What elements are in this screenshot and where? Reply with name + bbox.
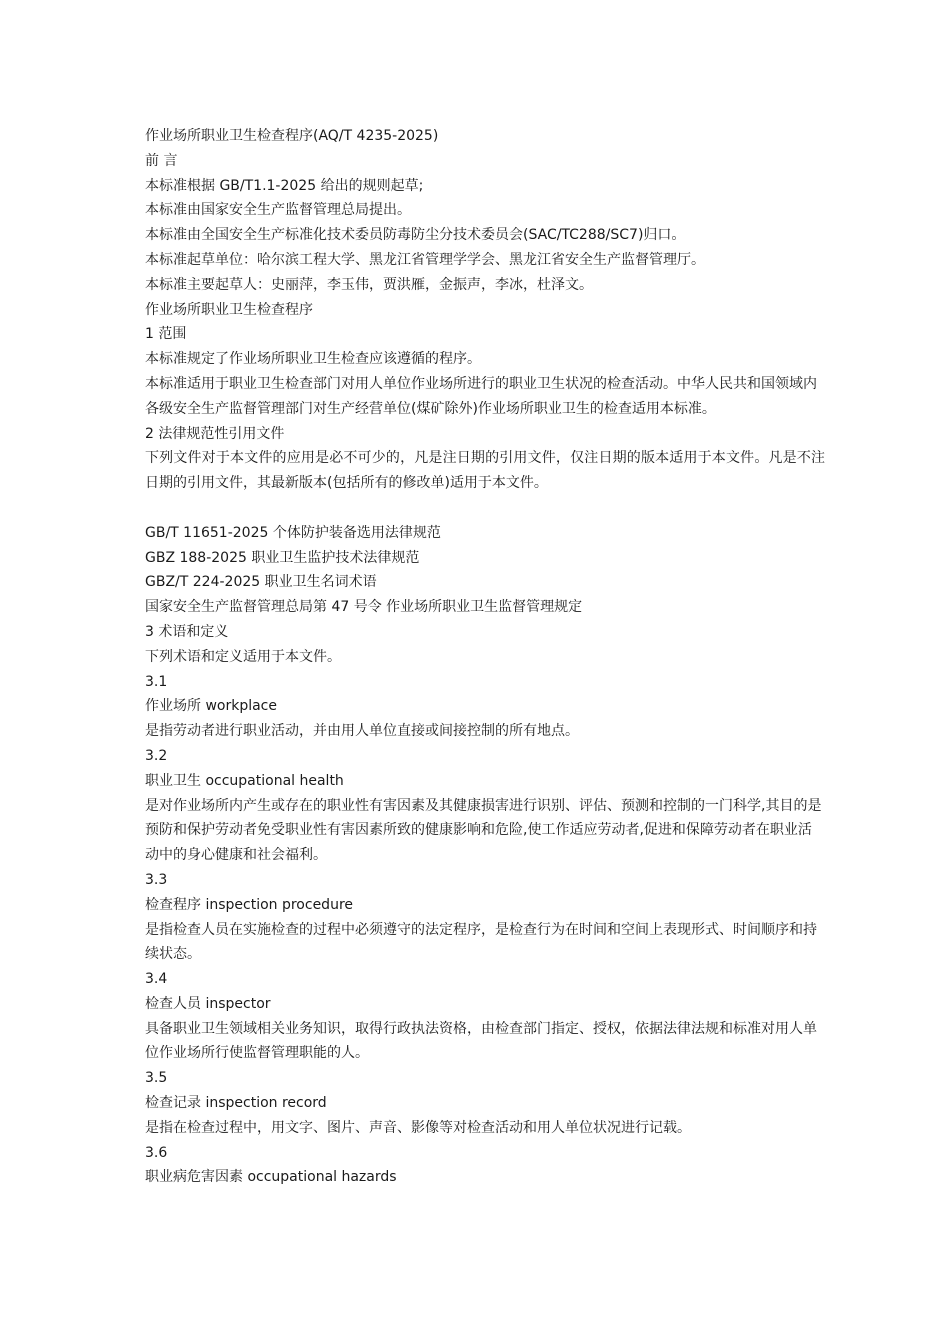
scope-line-1: 本标准规定了作业场所职业卫生检查应该遵循的程序。	[145, 351, 481, 368]
terms-intro: 下列术语和定义适用于本文件。	[145, 648, 341, 665]
document-title: 作业场所职业卫生检查程序(AQ/T 4235-2025)	[145, 128, 439, 144]
ref-item-2: GBZ 188-2025 职业卫生监护技术法律规范	[145, 549, 420, 566]
term-definition: 是指在检查过程中，用文字、图片、声音、影像等对检查活动和用人单位状况进行记载。	[145, 1119, 691, 1136]
section-title: 作业场所职业卫生检查程序	[145, 301, 313, 318]
term-number: 3.3	[145, 871, 168, 888]
terms-heading: 3 术语和定义	[145, 623, 229, 640]
term-definition: 是对作业场所内产生或存在的职业性有害因素及其健康损害进行识别、评估、预测和控制的一门科学,其目的是预防和保护劳动者免受职业性有害因素所致的健康影响和危险,使工作适应劳动者,促进和保障劳动者在职业活动中的身心健康和社会福利。	[145, 797, 822, 864]
term-name: 检查记录 inspection record	[145, 1095, 327, 1112]
foreword-line-5: 本标准主要起草人：史丽萍，李玉伟，贾洪雁，金振声，李冰，杜泽文。	[145, 276, 593, 293]
term-number: 3.4	[145, 971, 168, 988]
foreword-line-1: 本标准根据 GB/T1.1-2025 给出的规则起草;	[145, 177, 424, 194]
scope-heading: 1 范围	[145, 326, 187, 343]
foreword-line-4: 本标准起草单位：哈尔滨工程大学、黑龙江省管理学学会、黑龙江省安全生产监督管理厅。	[145, 251, 705, 268]
term-name: 检查人员 inspector	[145, 995, 271, 1012]
scope-paragraph: 本标准适用于职业卫生检查部门对用人单位作业场所进行的职业卫生状况的检查活动。中华人民共和国领域内各级安全生产监督管理部门对生产经营单位(煤矿除外)作业场所职业卫生的检查适用本标准。	[145, 375, 817, 417]
term-number: 3.6	[145, 1144, 168, 1161]
term-name: 职业卫生 occupational health	[145, 772, 344, 789]
foreword-line-2: 本标准由国家安全生产监督管理总局提出。	[145, 202, 411, 219]
refs-paragraph: 下列文件对于本文件的应用是必不可少的，凡是注日期的引用文件，仅注日期的版本适用于本文件。凡是不注日期的引用文件，其最新版本(包括所有的修改单)适用于本文件。	[145, 450, 825, 492]
refs-heading: 2 法律规范性引用文件	[145, 425, 285, 442]
ref-item-4: 国家安全生产监督管理总局第 47 号令 作业场所职业卫生监督管理规定	[145, 599, 583, 616]
document-body	[145, 124, 825, 1190]
term-definition: 是指检查人员在实施检查的过程中必须遵守的法定程序，是检查行为在时间和空间上表现形式、时间顺序和持续状态。	[145, 921, 817, 963]
term-name: 检查程序 inspection procedure	[145, 896, 354, 913]
term-name: 职业病危害因素 occupational hazards	[145, 1169, 397, 1186]
term-definition: 是指劳动者进行职业活动，并由用人单位直接或间接控制的所有地点。	[145, 723, 579, 740]
term-definition: 具备职业卫生领域相关业务知识，取得行政执法资格，由检查部门指定、授权，依据法律法规和标准对用人单位作业场所行使监督管理职能的人。	[145, 1020, 817, 1062]
ref-item-3: GBZ/T 224-2025 职业卫生名词术语	[145, 574, 377, 591]
term-number: 3.1	[145, 673, 168, 690]
ref-item-1: GB/T 11651-2025 个体防护装备选用法律规范	[145, 524, 441, 541]
term-number: 3.2	[145, 747, 168, 764]
spacer	[145, 496, 825, 521]
term-name: 作业场所 workplace	[145, 698, 277, 715]
term-number: 3.5	[145, 1070, 168, 1087]
foreword-line-3: 本标准由全国安全生产标准化技术委员防毒防尘分技术委员会(SAC/TC288/SC7)归口。	[145, 227, 686, 244]
foreword-heading: 前 言	[145, 152, 178, 169]
